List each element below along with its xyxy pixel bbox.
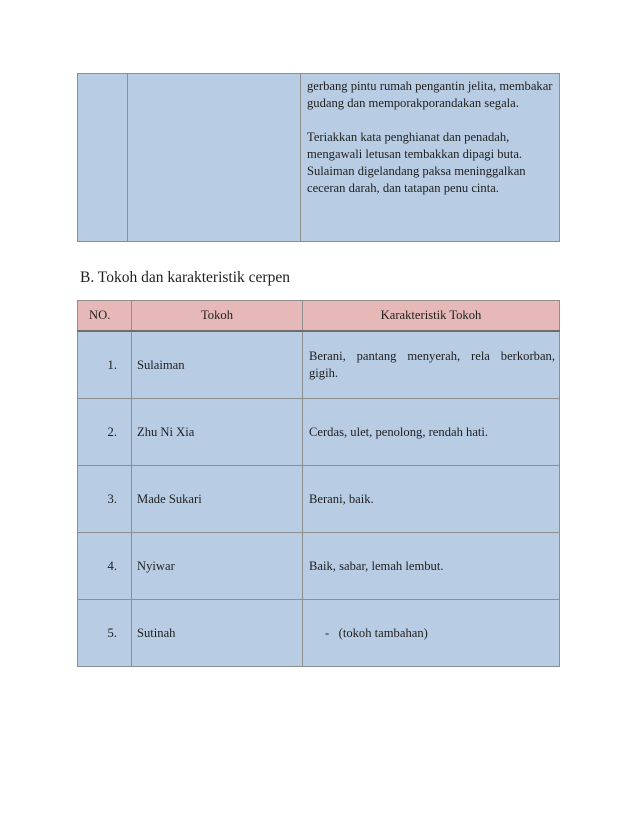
table-row xyxy=(78,600,560,667)
table-row xyxy=(78,399,560,466)
table-header-row xyxy=(78,301,560,332)
character-name: Made Sukari xyxy=(132,466,303,533)
row-number: 2. xyxy=(78,399,132,466)
character-traits: Baik, sabar, lemah lembut. xyxy=(303,533,560,600)
empty-cell xyxy=(128,74,301,242)
character-traits: Berani, baik. xyxy=(303,466,560,533)
header-karakteristik: Karakteristik Tokoh xyxy=(303,301,560,332)
character-name: Sulaiman xyxy=(132,331,303,399)
character-name: Nyiwar xyxy=(132,533,303,600)
table-row xyxy=(78,331,560,399)
character-traits: Cerdas, ulet, penolong, rendah hati. xyxy=(303,399,560,466)
empty-cell xyxy=(78,74,128,242)
header-tokoh: Tokoh xyxy=(132,301,303,332)
table-row xyxy=(78,74,560,242)
character-table xyxy=(77,300,560,667)
character-traits: Berani, pantang menyerah, rela berkorban, gigih. xyxy=(303,331,560,399)
paragraph-1: gerbang pintu rumah pengantin jelita, membakar gudang dan memporakporandakan segala. xyxy=(307,79,553,110)
row-number: 3. xyxy=(78,466,132,533)
table-row xyxy=(78,466,560,533)
row-number: 1. xyxy=(78,331,132,399)
row-number: 4. xyxy=(78,533,132,600)
section-heading: B. Tokoh dan karakteristik cerpen xyxy=(80,269,290,286)
continuation-table xyxy=(77,73,560,242)
paragraph-2: Teriakkan kata penghianat dan penadah, mengawali letusan tembakkan dipagi buta. Sulaiman digelandang paksa meninggalkan ceceran darah, dan tatapan penu cinta. xyxy=(307,130,526,195)
character-name: Zhu Ni Xia xyxy=(132,399,303,466)
character-name: Sutinah xyxy=(132,600,303,667)
table-row xyxy=(78,533,560,600)
row-number: 5. xyxy=(78,600,132,667)
character-traits: - (tokoh tambahan) xyxy=(303,600,560,667)
header-no: NO. xyxy=(78,301,132,332)
text-cell xyxy=(301,74,560,242)
